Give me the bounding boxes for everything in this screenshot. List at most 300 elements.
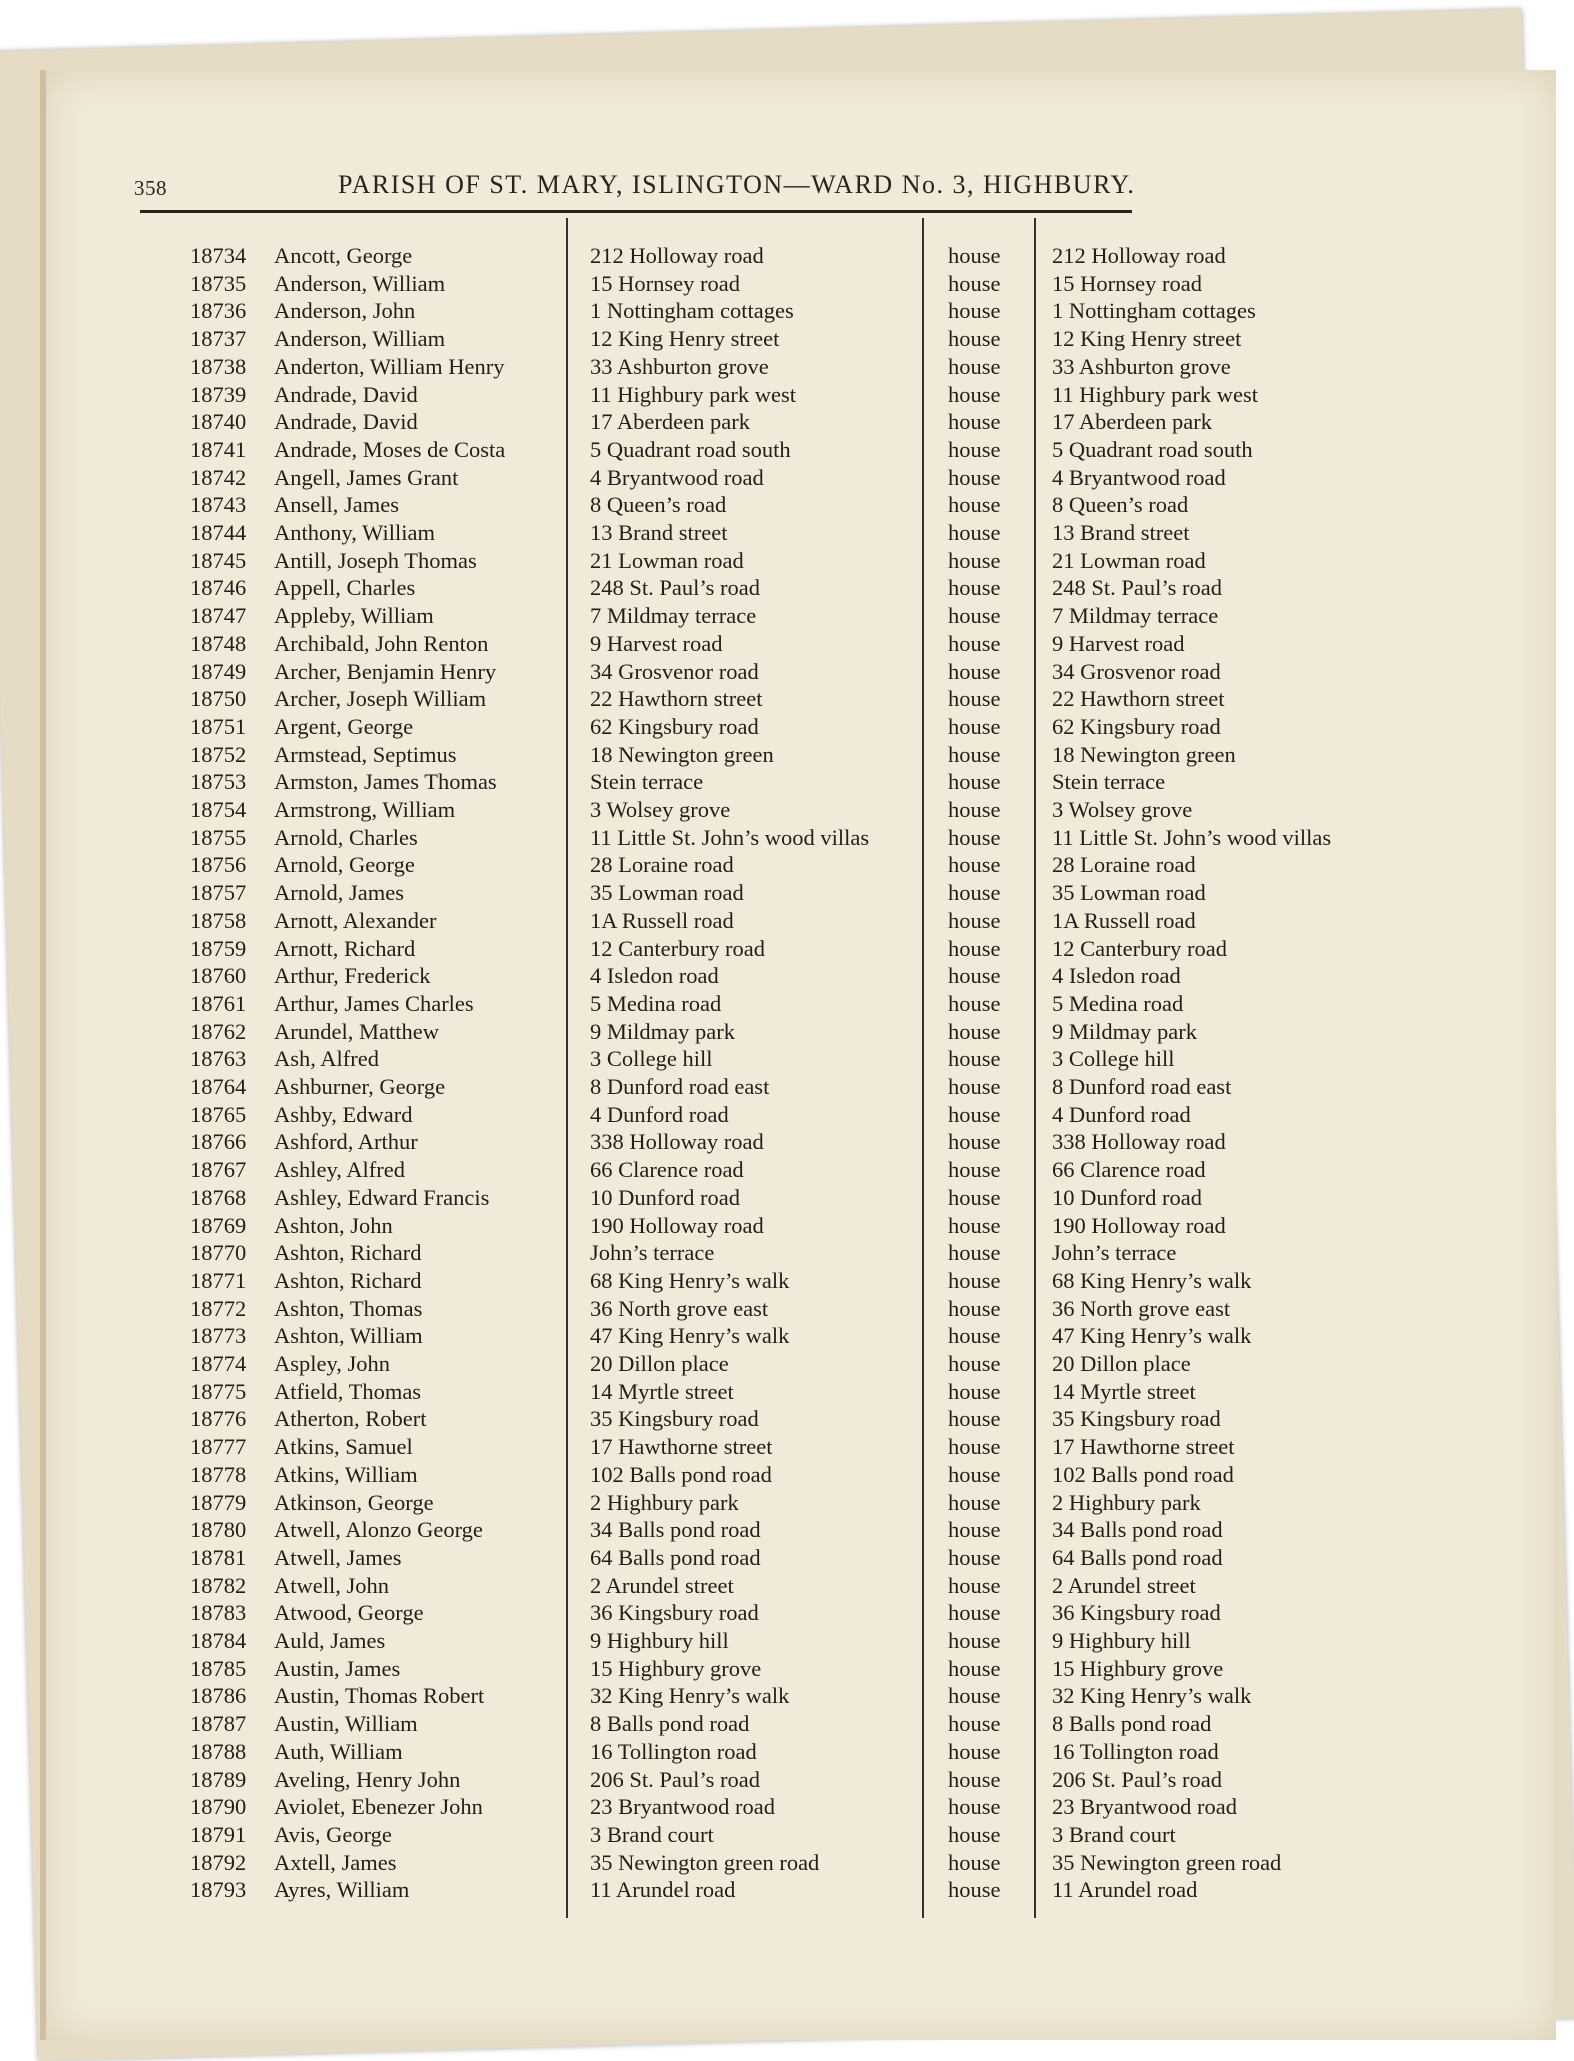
- qualification-nature: house: [948, 547, 1001, 573]
- qualification-nature: house: [948, 1794, 1001, 1820]
- qualification-nature: house: [948, 1406, 1001, 1432]
- table-row: [0, 962, 1574, 990]
- qualification-nature: house: [948, 658, 1001, 684]
- table-row: [0, 935, 1574, 963]
- entry-number: 18770: [190, 1240, 247, 1266]
- qualifying-property: 33 Ashburton grove: [1052, 353, 1231, 379]
- place-of-abode: 17 Hawthorne street: [590, 1434, 773, 1460]
- entry-number: 18772: [190, 1295, 247, 1321]
- place-of-abode: 23 Bryantwood road: [590, 1794, 775, 1820]
- entry-number: 18752: [190, 741, 247, 767]
- table-row: [0, 1710, 1574, 1738]
- place-of-abode: 8 Balls pond road: [590, 1711, 750, 1737]
- voter-name: Ayres, William: [274, 1877, 410, 1903]
- qualification-nature: house: [948, 741, 1001, 767]
- qualifying-property: 28 Loraine road: [1052, 852, 1196, 878]
- qualifying-property: 4 Dunford road: [1052, 1101, 1191, 1127]
- table-row: [0, 1655, 1574, 1683]
- entry-number: 18778: [190, 1461, 247, 1487]
- place-of-abode: 36 Kingsbury road: [590, 1600, 759, 1626]
- table-row: [0, 713, 1574, 741]
- voter-name: Archer, Joseph William: [274, 686, 487, 712]
- qualifying-property: 14 Myrtle street: [1052, 1378, 1196, 1404]
- page-number: 358: [134, 176, 167, 200]
- voter-name: Anderton, William Henry: [274, 353, 505, 379]
- qualifying-property: 9 Mildmay park: [1052, 1018, 1197, 1044]
- voter-name: Argent, George: [274, 713, 414, 739]
- qualification-nature: house: [948, 1351, 1001, 1376]
- table-row: [0, 1295, 1574, 1323]
- qualifying-property: 23 Bryantwood road: [1052, 1794, 1237, 1820]
- table-row: [0, 353, 1574, 381]
- voter-name: Arnold, James: [274, 880, 404, 906]
- qualification-nature: house: [948, 1877, 1001, 1903]
- qualification-nature: house: [948, 520, 1001, 545]
- table-row: [0, 1599, 1574, 1627]
- table-row: [0, 1876, 1574, 1904]
- qualifying-property: 190 Holloway road: [1052, 1212, 1226, 1238]
- qualifying-property: 66 Clarence road: [1052, 1157, 1206, 1183]
- voter-name: Ashton, Richard: [274, 1267, 422, 1293]
- header-rule: [140, 210, 1132, 213]
- qualification-nature: house: [948, 1267, 1001, 1293]
- qualification-nature: house: [948, 824, 1001, 850]
- entry-number: 18740: [190, 409, 247, 435]
- voter-name: Atwood, George: [274, 1600, 424, 1626]
- voter-name: Axtell, James: [274, 1849, 397, 1875]
- place-of-abode: 13 Brand street: [590, 520, 728, 545]
- entry-number: 18745: [190, 547, 247, 573]
- voter-name: Atherton, Robert: [274, 1406, 427, 1432]
- qualifying-property: 64 Balls pond road: [1052, 1544, 1223, 1570]
- entry-number: 18788: [190, 1738, 247, 1764]
- qualification-nature: house: [948, 630, 1001, 656]
- qualifying-property: 1A Russell road: [1052, 907, 1196, 933]
- qualifying-property: 212 Holloway road: [1052, 243, 1226, 268]
- voter-name: Angell, James Grant: [274, 464, 459, 490]
- table-row: [0, 1378, 1574, 1406]
- table-row: [0, 1239, 1574, 1267]
- entry-number: 18790: [190, 1794, 247, 1820]
- qualification-nature: house: [948, 1018, 1001, 1044]
- qualifying-property: 4 Bryantwood road: [1052, 464, 1226, 490]
- table-row: [0, 1766, 1574, 1794]
- entry-number: 18753: [190, 769, 247, 795]
- voter-name: Arnold, Charles: [274, 824, 418, 850]
- qualifying-property: 9 Highbury hill: [1052, 1628, 1191, 1653]
- qualifying-property: 206 St. Paul’s road: [1052, 1766, 1223, 1792]
- place-of-abode: 11 Little St. John’s wood villas: [590, 824, 870, 850]
- table-row: [0, 408, 1574, 436]
- qualifying-property: 17 Aberdeen park: [1052, 409, 1212, 435]
- entry-number: 18757: [190, 880, 247, 906]
- voter-name: Ashley, Alfred: [274, 1157, 406, 1183]
- voter-name: Antill, Joseph Thomas: [274, 547, 477, 573]
- qualification-nature: house: [948, 270, 1001, 296]
- place-of-abode: 15 Hornsey road: [590, 270, 740, 296]
- qualifying-property: 9 Harvest road: [1052, 630, 1185, 656]
- entry-number: 18749: [190, 658, 247, 684]
- voter-name: Auld, James: [274, 1628, 386, 1653]
- voter-name: Appell, Charles: [274, 575, 416, 601]
- qualification-nature: house: [948, 1683, 1001, 1709]
- qualifying-property: 8 Balls pond road: [1052, 1711, 1212, 1737]
- qualifying-property: 8 Queen’s road: [1052, 492, 1189, 518]
- table-row: [0, 851, 1574, 879]
- table-row: [0, 574, 1574, 602]
- voter-name: Armston, James Thomas: [274, 769, 497, 795]
- qualifying-property: 1 Nottingham cottages: [1052, 298, 1256, 324]
- voter-name: Archer, Benjamin Henry: [274, 658, 497, 684]
- table-row: [0, 1433, 1574, 1461]
- qualifying-property: 68 King Henry’s walk: [1052, 1267, 1252, 1293]
- table-row: [0, 1322, 1574, 1350]
- place-of-abode: 33 Ashburton grove: [590, 353, 769, 379]
- table-row: [0, 824, 1574, 852]
- qualification-nature: house: [948, 1157, 1001, 1183]
- voter-name: Aviolet, Ebenezer John: [274, 1794, 483, 1820]
- entry-number: 18773: [190, 1323, 247, 1349]
- place-of-abode: 16 Tollington road: [590, 1738, 757, 1764]
- place-of-abode: 102 Balls pond road: [590, 1461, 772, 1487]
- qualifying-property: 2 Arundel street: [1052, 1572, 1196, 1598]
- qualification-nature: house: [948, 797, 1001, 822]
- table-row: [0, 1489, 1574, 1517]
- entry-number: 18786: [190, 1683, 247, 1709]
- place-of-abode: 17 Aberdeen park: [590, 409, 750, 435]
- place-of-abode: 5 Quadrant road south: [590, 436, 791, 462]
- qualification-nature: house: [948, 1074, 1001, 1099]
- qualifying-property: 3 Brand court: [1052, 1821, 1176, 1847]
- place-of-abode: 4 Isledon road: [590, 963, 719, 989]
- qualification-nature: house: [948, 1101, 1001, 1127]
- qualifying-property: 11 Arundel road: [1052, 1877, 1198, 1903]
- voter-name: Arnott, Alexander: [274, 907, 437, 933]
- qualifying-property: 47 King Henry’s walk: [1052, 1323, 1252, 1349]
- voter-name: Aspley, John: [274, 1351, 391, 1376]
- entry-number: 18783: [190, 1600, 247, 1626]
- voter-name: Ashton, Richard: [274, 1240, 422, 1266]
- qualification-nature: house: [948, 852, 1001, 878]
- qualifying-property: 4 Isledon road: [1052, 963, 1181, 989]
- qualification-nature: house: [948, 464, 1001, 490]
- qualifying-property: 21 Lowman road: [1052, 547, 1206, 573]
- place-of-abode: 190 Holloway road: [590, 1212, 764, 1238]
- place-of-abode: 18 Newington green: [590, 741, 774, 767]
- table-row: [0, 1544, 1574, 1572]
- qualifying-property: 20 Dillon place: [1052, 1351, 1191, 1376]
- table-row: [0, 630, 1574, 658]
- table-row: [0, 796, 1574, 824]
- qualifying-property: 5 Quadrant road south: [1052, 436, 1253, 462]
- qualifying-property: 34 Grosvenor road: [1052, 658, 1221, 684]
- qualifying-property: 34 Balls pond road: [1052, 1517, 1223, 1543]
- qualifying-property: John’s terrace: [1052, 1240, 1177, 1266]
- qualification-nature: house: [948, 1628, 1001, 1653]
- voter-name: Anderson, John: [274, 298, 416, 324]
- place-of-abode: 20 Dillon place: [590, 1351, 729, 1376]
- table-row: [0, 1738, 1574, 1766]
- voter-name: Andrade, Moses de Costa: [274, 436, 506, 462]
- qualifying-property: 102 Balls pond road: [1052, 1461, 1234, 1487]
- qualification-nature: house: [948, 436, 1001, 462]
- entry-number: 18742: [190, 464, 247, 490]
- entry-number: 18793: [190, 1877, 247, 1903]
- qualifying-property: 12 Canterbury road: [1052, 935, 1227, 961]
- table-row: [0, 990, 1574, 1018]
- place-of-abode: 66 Clarence road: [590, 1157, 744, 1183]
- entry-number: 18763: [190, 1046, 247, 1072]
- voter-name: Ashley, Edward Francis: [274, 1184, 490, 1210]
- voter-name: Ashburner, George: [274, 1074, 446, 1099]
- qualification-nature: house: [948, 1323, 1001, 1349]
- table-row: [0, 1849, 1574, 1877]
- qualifying-property: 3 Wolsey grove: [1052, 797, 1193, 822]
- place-of-abode: 4 Dunford road: [590, 1101, 729, 1127]
- table-row: [0, 768, 1574, 796]
- voter-name: Ash, Alfred: [274, 1046, 379, 1072]
- qualifying-property: 7 Mildmay terrace: [1052, 603, 1219, 629]
- qualifying-property: 22 Hawthorn street: [1052, 686, 1225, 712]
- place-of-abode: 64 Balls pond road: [590, 1544, 761, 1570]
- qualifying-property: 11 Little St. John’s wood villas: [1052, 824, 1332, 850]
- table-row: [0, 1793, 1574, 1821]
- entry-number: 18744: [190, 520, 247, 545]
- entry-number: 18768: [190, 1184, 247, 1210]
- entry-number: 18782: [190, 1572, 247, 1598]
- table-row: [0, 1627, 1574, 1655]
- voter-name: Anderson, William: [274, 326, 446, 352]
- entry-number: 18737: [190, 326, 247, 352]
- qualification-nature: house: [948, 1849, 1001, 1875]
- entry-number: 18735: [190, 270, 247, 296]
- qualifying-property: 16 Tollington road: [1052, 1738, 1219, 1764]
- table-row: [0, 1128, 1574, 1156]
- voter-name: Atkins, William: [274, 1461, 418, 1487]
- voter-name: Ashton, John: [274, 1212, 393, 1238]
- qualification-nature: house: [948, 575, 1001, 601]
- entry-number: 18741: [190, 436, 247, 462]
- qualifying-property: 12 King Henry street: [1052, 326, 1242, 352]
- place-of-abode: 1 Nottingham cottages: [590, 298, 794, 324]
- qualification-nature: house: [948, 1184, 1001, 1210]
- place-of-abode: 12 King Henry street: [590, 326, 780, 352]
- qualifying-property: 35 Newington green road: [1052, 1849, 1282, 1875]
- table-row: [0, 1156, 1574, 1184]
- qualification-nature: house: [948, 1295, 1001, 1321]
- entry-number: 18758: [190, 907, 247, 933]
- qualifying-property: 36 Kingsbury road: [1052, 1600, 1221, 1626]
- place-of-abode: 32 King Henry’s walk: [590, 1683, 790, 1709]
- table-row: [0, 658, 1574, 686]
- entry-number: 18785: [190, 1655, 247, 1681]
- voter-name: Atwell, Alonzo George: [274, 1517, 483, 1543]
- table-row: [0, 1350, 1574, 1378]
- qualification-nature: house: [948, 1821, 1001, 1847]
- voter-name: Anthony, William: [274, 520, 435, 545]
- table-row: [0, 741, 1574, 769]
- voter-name: Atfield, Thomas: [274, 1378, 422, 1404]
- voter-name: Atkins, Samuel: [274, 1434, 413, 1460]
- qualifying-property: 5 Medina road: [1052, 990, 1184, 1016]
- table-row: [0, 1461, 1574, 1489]
- table-row: [0, 1045, 1574, 1073]
- qualification-nature: house: [948, 353, 1001, 379]
- place-of-abode: 14 Myrtle street: [590, 1378, 734, 1404]
- qualification-nature: house: [948, 963, 1001, 989]
- voter-name: Austin, Thomas Robert: [274, 1683, 485, 1709]
- voter-name: Arundel, Matthew: [274, 1018, 439, 1044]
- voter-name: Armstrong, William: [274, 797, 456, 822]
- entry-number: 18779: [190, 1489, 247, 1515]
- qualification-nature: house: [948, 1489, 1001, 1515]
- table-row: [0, 297, 1574, 325]
- qualifying-property: 248 St. Paul’s road: [1052, 575, 1223, 601]
- entry-number: 18738: [190, 353, 247, 379]
- place-of-abode: John’s terrace: [590, 1240, 715, 1266]
- entry-number: 18766: [190, 1129, 247, 1155]
- table-row: [0, 1516, 1574, 1544]
- table-row: [0, 464, 1574, 492]
- qualification-nature: house: [948, 1738, 1001, 1764]
- voter-name: Appleby, William: [274, 603, 434, 629]
- place-of-abode: 10 Dunford road: [590, 1184, 740, 1210]
- entry-number: 18748: [190, 630, 247, 656]
- qualification-nature: house: [948, 713, 1001, 739]
- qualification-nature: house: [948, 907, 1001, 933]
- place-of-abode: 68 King Henry’s walk: [590, 1267, 790, 1293]
- place-of-abode: 3 Wolsey grove: [590, 797, 731, 822]
- page-title: PARISH OF ST. MARY, ISLINGTON—WARD No. 3, HIGHBURY.: [338, 170, 1136, 199]
- voter-name: Ashford, Arthur: [274, 1129, 418, 1155]
- place-of-abode: 7 Mildmay terrace: [590, 603, 757, 629]
- voter-name: Austin, James: [274, 1655, 401, 1681]
- entry-number: 18776: [190, 1406, 247, 1432]
- entry-number: 18780: [190, 1517, 247, 1543]
- voter-name: Atwell, John: [274, 1572, 389, 1598]
- place-of-abode: 4 Bryantwood road: [590, 464, 764, 490]
- voter-name: Arthur, James Charles: [274, 990, 474, 1016]
- qualifying-property: 11 Highbury park west: [1052, 381, 1259, 407]
- table-row: [0, 1405, 1574, 1433]
- qualification-nature: house: [948, 243, 1001, 268]
- qualifying-property: 8 Dunford road east: [1052, 1074, 1232, 1099]
- qualification-nature: house: [948, 880, 1001, 906]
- voter-name: Ashton, William: [274, 1323, 423, 1349]
- entry-number: 18743: [190, 492, 247, 518]
- entry-number: 18760: [190, 963, 247, 989]
- voter-name: Ashby, Edward: [274, 1101, 413, 1127]
- entry-number: 18761: [190, 990, 247, 1016]
- qualification-nature: house: [948, 603, 1001, 629]
- place-of-abode: Stein terrace: [590, 769, 704, 795]
- voter-name: Atwell, James: [274, 1544, 402, 1570]
- table-row: [0, 519, 1574, 547]
- qualification-nature: house: [948, 990, 1001, 1016]
- entry-number: 18755: [190, 824, 247, 850]
- table-row: [0, 1018, 1574, 1046]
- place-of-abode: 36 North grove east: [590, 1295, 769, 1321]
- entry-number: 18762: [190, 1018, 247, 1044]
- table-row: [0, 1572, 1574, 1600]
- place-of-abode: 8 Dunford road east: [590, 1074, 770, 1099]
- entry-number: 18781: [190, 1544, 247, 1570]
- place-of-abode: 47 King Henry’s walk: [590, 1323, 790, 1349]
- place-of-abode: 35 Newington green road: [590, 1849, 820, 1875]
- place-of-abode: 2 Highbury park: [590, 1489, 739, 1515]
- qualification-nature: house: [948, 1544, 1001, 1570]
- qualifying-property: 15 Highbury grove: [1052, 1655, 1224, 1681]
- table-row: [0, 685, 1574, 713]
- voter-name: Auth, William: [274, 1738, 403, 1764]
- qualification-nature: house: [948, 1600, 1001, 1626]
- qualifying-property: 35 Kingsbury road: [1052, 1406, 1221, 1432]
- entry-number: 18775: [190, 1378, 247, 1404]
- place-of-abode: 206 St. Paul’s road: [590, 1766, 761, 1792]
- place-of-abode: 248 St. Paul’s road: [590, 575, 761, 601]
- place-of-abode: 1A Russell road: [590, 907, 734, 933]
- place-of-abode: 62 Kingsbury road: [590, 713, 759, 739]
- qualification-nature: house: [948, 1572, 1001, 1598]
- entry-number: 18769: [190, 1212, 247, 1238]
- qualification-nature: house: [948, 1517, 1001, 1543]
- entry-number: 18736: [190, 298, 247, 324]
- qualification-nature: house: [948, 1240, 1001, 1266]
- qualifying-property: Stein terrace: [1052, 769, 1166, 795]
- place-of-abode: 34 Grosvenor road: [590, 658, 759, 684]
- place-of-abode: 212 Holloway road: [590, 243, 764, 268]
- entry-number: 18756: [190, 852, 247, 878]
- entry-number: 18734: [190, 243, 247, 268]
- qualifying-property: 62 Kingsbury road: [1052, 713, 1221, 739]
- qualifying-property: 13 Brand street: [1052, 520, 1190, 545]
- qualification-nature: house: [948, 686, 1001, 712]
- table-row: [0, 1073, 1574, 1101]
- entry-number: 18739: [190, 381, 247, 407]
- voter-name: Ansell, James: [274, 492, 399, 518]
- place-of-abode: 35 Lowman road: [590, 880, 744, 906]
- qualification-nature: house: [948, 381, 1001, 407]
- place-of-abode: 15 Highbury grove: [590, 1655, 762, 1681]
- entry-number: 18765: [190, 1101, 247, 1127]
- entry-number: 18747: [190, 603, 247, 629]
- entry-number: 18754: [190, 797, 247, 822]
- qualifying-property: 338 Holloway road: [1052, 1129, 1226, 1155]
- qualification-nature: house: [948, 1766, 1001, 1792]
- voter-name: Ashton, Thomas: [274, 1295, 423, 1321]
- voter-name: Aveling, Henry John: [274, 1766, 461, 1792]
- qualification-nature: house: [948, 1046, 1001, 1072]
- voter-name: Avis, George: [274, 1821, 392, 1847]
- table-row: [0, 325, 1574, 353]
- place-of-abode: 22 Hawthorn street: [590, 686, 763, 712]
- table-row: [0, 270, 1574, 298]
- voter-name: Ancott, George: [274, 243, 413, 268]
- place-of-abode: 12 Canterbury road: [590, 935, 765, 961]
- table-row: [0, 907, 1574, 935]
- qualifying-property: 18 Newington green: [1052, 741, 1236, 767]
- table-row: [0, 547, 1574, 575]
- voter-name: Arthur, Frederick: [274, 963, 431, 989]
- qualification-nature: house: [948, 1212, 1001, 1238]
- qualification-nature: house: [948, 1434, 1001, 1460]
- qualification-nature: house: [948, 298, 1001, 324]
- qualifying-property: 32 King Henry’s walk: [1052, 1683, 1252, 1709]
- voter-name: Austin, William: [274, 1711, 418, 1737]
- entry-number: 18774: [190, 1351, 247, 1376]
- qualification-nature: house: [948, 1655, 1001, 1681]
- entry-number: 18771: [190, 1267, 247, 1293]
